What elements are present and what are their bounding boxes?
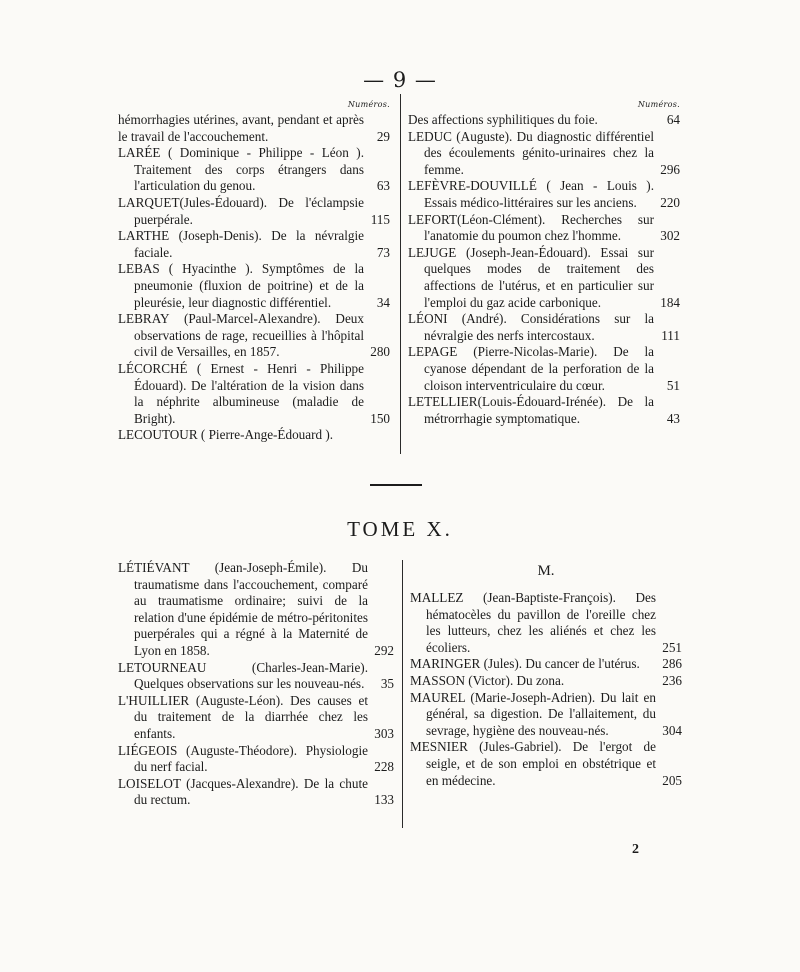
entry-number: 205 bbox=[662, 772, 682, 788]
index-entry bbox=[408, 178, 680, 211]
section-divider bbox=[370, 484, 422, 486]
entry-number: 63 bbox=[376, 178, 390, 194]
entry-text: MASSON (Victor). Du zona. bbox=[410, 672, 565, 688]
entry-number: 43 bbox=[666, 410, 680, 426]
entry-number: 236 bbox=[662, 672, 682, 688]
index-entry bbox=[408, 212, 680, 245]
index-entry bbox=[118, 427, 390, 444]
entry-number: 51 bbox=[666, 377, 680, 393]
index-entry bbox=[118, 195, 390, 228]
entry-number: 115 bbox=[370, 211, 390, 227]
entry-number: 150 bbox=[370, 410, 390, 426]
entry-number: 64 bbox=[666, 112, 680, 127]
entry-text: MALLEZ (Jean-Baptiste-François). Des hématocèles du pavillon de l'oreille chez les lutteurs, chez les aliénés et chez les écoliers. bbox=[410, 590, 656, 655]
entry-number: 133 bbox=[374, 792, 394, 808]
entry-text: Des affections syphilitiques du foie. bbox=[408, 112, 598, 127]
tome-title: TOME X. bbox=[347, 517, 453, 541]
entry-text: hémorrhagies utérines, avant, pendant et après le travail de l'accouchement. bbox=[118, 112, 364, 144]
entry-list bbox=[408, 112, 680, 427]
entry-number: 304 bbox=[662, 722, 682, 738]
entry-text: LEJUGE (Joseph-Jean-Édouard). Essai sur quelques modes de traitement des affections de l'utérus, et en particulier sur l'emploi du gaz acide carbonique. bbox=[408, 244, 654, 310]
entry-number: 280 bbox=[370, 344, 390, 360]
index-entry bbox=[410, 739, 682, 789]
bottom-right-column bbox=[410, 560, 682, 789]
index-entry bbox=[410, 690, 682, 740]
entry-text: LETELLIER(Louis-Édouard-Irénée). De la métrorrhagie symptomatique. bbox=[408, 394, 654, 426]
entry-text: LIÉGEOIS (Auguste-Théodore). Physiologie du nerf facial. bbox=[118, 742, 368, 775]
entry-list bbox=[118, 560, 394, 809]
column-divider bbox=[402, 560, 403, 828]
top-right-column bbox=[408, 100, 680, 427]
index-entry bbox=[408, 112, 680, 129]
entry-text: MARINGER (Jules). Du cancer de l'utérus. bbox=[410, 656, 640, 672]
entry-number: 286 bbox=[662, 656, 682, 672]
column-divider bbox=[400, 94, 401, 454]
entry-text: LETOURNEAU (Charles-Jean-Marie). Quelques observations sur les nouveau-nés. bbox=[118, 659, 368, 692]
signature-mark: 2 bbox=[632, 842, 639, 857]
entry-text: MESNIER (Jules-Gabriel). De l'ergot de seigle, et de son emploi en obstétrique et en médecine. bbox=[410, 739, 656, 788]
section-letter: M. bbox=[537, 563, 555, 579]
index-entry bbox=[118, 311, 390, 361]
entry-text: LÉONI (André). Considérations sur la névralgie des nerfs intercostaux. bbox=[408, 311, 654, 343]
index-entry bbox=[408, 311, 680, 344]
index-entry bbox=[410, 673, 682, 690]
entry-text: LEFÈVRE-DOUVILLÉ ( Jean - Louis ). Essais médico-littéraires sur les anciens. bbox=[408, 178, 654, 210]
entry-number: 73 bbox=[376, 244, 390, 260]
entry-text: LECOUTOUR ( Pierre-Ange-Édouard ). bbox=[118, 427, 334, 443]
index-entry bbox=[118, 261, 390, 311]
entry-number: 292 bbox=[374, 642, 394, 658]
entry-number: 303 bbox=[374, 725, 394, 741]
index-entry bbox=[118, 776, 394, 809]
top-left-column bbox=[118, 100, 390, 444]
index-entry bbox=[118, 660, 394, 693]
column-header-numeros: Numéros. bbox=[637, 100, 680, 109]
entry-number: 251 bbox=[662, 639, 682, 655]
entry-text: LEFORT(Léon-Clément). Recherches sur l'anatomie du poumon chez l'homme. bbox=[408, 211, 654, 244]
entry-text: LARQUET(Jules-Édouard). De l'éclampsie puerpérale. bbox=[118, 194, 364, 227]
index-entry bbox=[408, 344, 680, 394]
entry-number: 184 bbox=[660, 294, 680, 310]
page-number: — 9 — bbox=[363, 68, 437, 92]
entry-text: LOISELOT (Jacques-Alexandre). De la chute du rectum. bbox=[118, 775, 368, 808]
entry-text: LEPAGE (Pierre-Nicolas-Marie). De la cyanose dépendant de la perforation de la cloison interventriculaire du cœur. bbox=[408, 344, 654, 393]
entry-text: LARTHE (Joseph-Denis). De la névralgie faciale. bbox=[118, 228, 364, 260]
column-header-numeros: Numéros. bbox=[347, 100, 390, 109]
index-entry bbox=[118, 743, 394, 776]
entry-number: 228 bbox=[374, 759, 394, 775]
index-entry bbox=[118, 228, 390, 261]
entry-number: 220 bbox=[660, 194, 680, 210]
entry-number: 111 bbox=[661, 327, 680, 343]
index-entry bbox=[408, 129, 680, 179]
entry-number: 296 bbox=[660, 161, 680, 177]
index-entry bbox=[118, 693, 394, 743]
entry-text: LÉCORCHÉ ( Ernest - Henri - Philippe Édouard). De l'altération de la vision dans la néphrite albumineuse (maladie de Bright). bbox=[118, 360, 364, 426]
entry-text: L'HUILLIER (Auguste-Léon). Des causes et du traitement de la diarrhée chez les enfants. bbox=[118, 692, 368, 741]
index-entry bbox=[410, 656, 682, 673]
index-entry bbox=[410, 590, 682, 656]
bottom-left-column bbox=[118, 560, 394, 809]
index-entry bbox=[118, 112, 390, 145]
index-entry bbox=[118, 560, 394, 660]
entry-text: LEBAS ( Hyacinthe ). Symptômes de la pneumonie (fluxion de poitrine) et de la pleurésie, leur diagnostic différentiel. bbox=[118, 261, 364, 310]
entry-text: LEBRAY (Paul-Marcel-Alexandre). Deux observations de rage, recueillies à l'hôpital civil de Versailles, en 1857. bbox=[118, 311, 364, 360]
entry-number: 34 bbox=[376, 294, 390, 310]
entry-number: 35 bbox=[380, 676, 394, 692]
entry-text: LEDUC (Auguste). Du diagnostic différentiel des écoulements génito-urinaires chez la femme. bbox=[408, 128, 654, 177]
index-entry bbox=[408, 245, 680, 311]
index-entry bbox=[408, 394, 680, 427]
entry-text: MAUREL (Marie-Joseph-Adrien). Du lait en général, sa digestion. De l'allaitement, du sevrage, hygiène des nouveau-nés. bbox=[410, 689, 656, 738]
entry-number: 302 bbox=[660, 228, 680, 244]
entry-text: LARÉE ( Dominique - Philippe - Léon ). Traitement des corps étrangers dans l'articulation du genou. bbox=[118, 145, 364, 194]
index-entry bbox=[118, 145, 390, 195]
entry-number: 29 bbox=[376, 128, 390, 144]
entry-list bbox=[118, 112, 390, 444]
index-entry bbox=[118, 361, 390, 427]
entry-text: LÉTIÉVANT (Jean-Joseph-Émile). Du traumatisme dans l'accouchement, comparé au traumatisme ordinaire; suivi de la relation d'une épidémie de métro-péritonites puerpérales qui a régné à la Maternité de Lyon en 1858. bbox=[118, 560, 368, 658]
entry-list bbox=[410, 590, 682, 789]
